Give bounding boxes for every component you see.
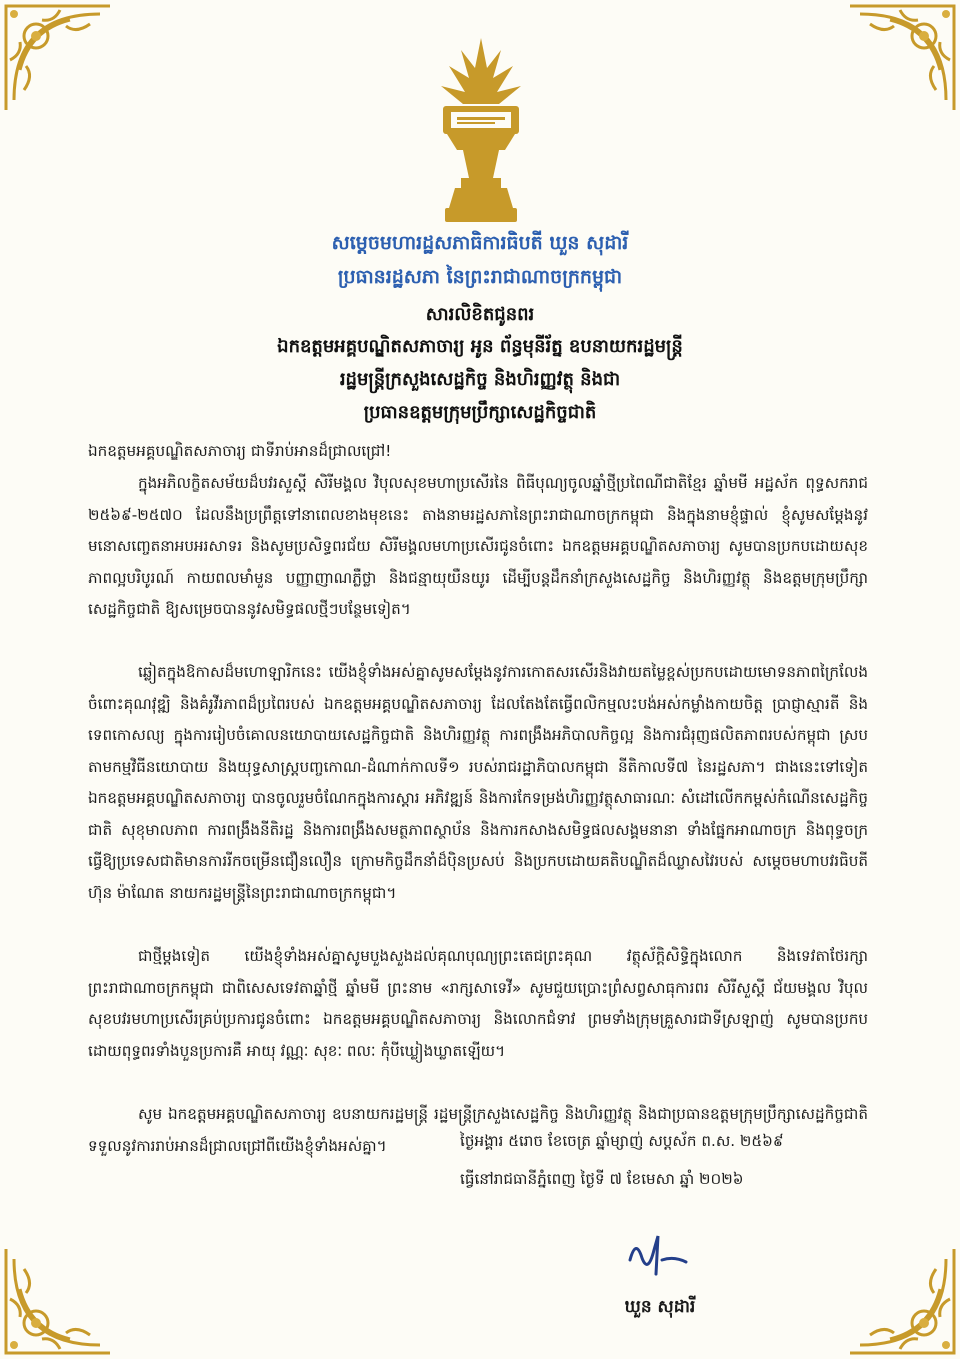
sender-name: សម្តេចមហារដ្ឋសភាធិការធិបតី ឃួន សុដារី (331, 232, 629, 254)
paragraph-4: សូម ឯកឧត្តមអគ្គបណ្ឌិតសភាចារ្យ ឧបនាយករដ្ឋមន្ត្រី រដ្ឋមន្ត្រីក្រសួងសេដ្ឋកិច្ច និងហិរញ្ញវត្ថុ និងជាប្រធានឧត្តមក្រុមប្រឹក្សាសេដ្ឋកិច្ចជាតិ ទទួលនូវការរាប់អានដ៏ជ្រាលជ្រៅពីយើងខ្ញុំទាំងអស់គ្នា។ (88, 1105, 868, 1155)
corner-ornament-top-right (840, 0, 960, 120)
recipient-line-3: ប្រធានឧត្តមក្រុមប្រឹក្សាសេដ្ឋកិច្ចជាតិ (363, 402, 597, 423)
salutation: ឯកឧត្តមអគ្គបណ្ឌិតសភាចារ្យ ជាទីរាប់អានដ៏ជ្រាលជ្រៅ! (88, 442, 392, 460)
paragraph-2: ឆ្លៀតក្នុងឱកាសដ៏មហោឡារិកនេះ យើងខ្ញុំទាំងអស់គ្នាសូមសម្តែងនូវការកោតសរសើរនិងវាយតម្លៃខ្ពស់ប្រកបដោយមោទនភាពក្រៃលែងចំពោះគុណវុឌ្ឍិ និងគំរូវីរភាពដ៏ប្រពៃរបស់ ឯកឧត្តមអគ្គបណ្ឌិតសភាចារ្យ ដែលតែងតែធ្វើពលិកម្មលះបង់អស់កម្លាំងកាយចិត្ត ប្រាជ្ញាស្មារតី និងទេពកោសល្យ ក្នុងការរៀបចំគោលនយោបាយសេដ្ឋកិច្ចជាតិ និងហិរញ្ញវត្ថុ ការពង្រឹងអភិបាលកិច្ចល្អ និងការជំរុញផលិតភាពរបស់កម្ពុជា ស្របតាមកម្មវិធីនយោបាយ និងយុទ្ធសាស្ត្របញ្ចកោណ-ដំណាក់កាលទី១ របស់រាជរដ្ឋាភិបាលកម្ពុជា នីតិកាលទី៧ នៃរដ្ឋសភា។ ជាងនេះទៅទៀត ឯកឧត្តមអគ្គបណ្ឌិតសភាចារ្យ បានចូលរួមចំណែកក្នុងការស្តារ អភិវឌ្ឍន៍ និងការកែទម្រង់ហិរញ្ញវត្ថុសាធារណៈ សំដៅលើកកម្ពស់កំណើនសេដ្ឋកិច្ចជាតិ សុខុមាលភាព ការពង្រឹងនីតិរដ្ឋ និងការពង្រឹងសមត្ថភាពស្ថាប័ន និងការកសាងសមិទ្ធផលសង្គមនានា ទាំងផ្នែកអាណាចក្រ និងពុទ្ធចក្រ ធ្វើឱ្យប្រទេសជាតិមានការរីកចម្រើនជឿនលឿន ក្រោមកិច្ចដឹកនាំដ៏ប៉ិនប្រសប់ និងប្រកបដោយគតិបណ្ឌិតដ៏ឈ្លាសវៃរបស់ សម្តេចមហាបវរធិបតី ហ៊ុន ម៉ាណែត នាយករដ្ឋមន្ត្រីនៃព្រះរាជាណាចក្រកម្ពុជា។ (88, 663, 868, 902)
corner-ornament-bottom-left (0, 1239, 120, 1359)
corner-ornament-top-left (0, 0, 120, 120)
signer-name: ឃួន សុដារី (624, 1297, 696, 1317)
recipient-line-2: រដ្ឋមន្ត្រីក្រសួងសេដ្ឋកិច្ច និងហិរញ្ញវត្ថុ និងជា (339, 369, 621, 390)
solar-date: ធ្វើនៅរាជធានីភ្នំពេញ ថ្ងៃទី ៧ ខែមេសា ឆ្នាំ ២០២៦ (460, 1170, 744, 1188)
sender-title: ប្រធានរដ្ឋសភា នៃព្រះរាជាណាចក្រកម្ពុជា (337, 266, 623, 288)
parliament-emblem-icon (433, 38, 529, 228)
paragraph-1: ក្នុងអភិលក្ខិតសម័យដ៏បវរសួស្តី សិរីមង្គល វិបុលសុខមហាប្រសើរនៃ ពិធីបុណ្យចូលឆ្នាំថ្មីប្រពៃណីជាតិខ្មែរ ឆ្នាំមមី អដ្ឋស័ក ពុទ្ធសករាជ ២៥៦៩-២៥៧០ ដែលនឹងប្រព្រឹត្តទៅនាពេលខាងមុខនេះ តាងនាមរដ្ឋសភានៃព្រះរាជាណាចក្រកម្ពុជា និងក្នុងនាមខ្ញុំផ្ទាល់ ខ្ញុំសូមសម្តែងនូវមនោសញ្ចេតនាអបអរសាទរ និងសូមប្រសិទ្ធពរជ័យ សិរីមង្គលមហាប្រសើរជូនចំពោះ ឯកឧត្តមអគ្គបណ្ឌិតសភាចារ្យ សូមបានប្រកបដោយសុខភាពល្អបរិបូរណ៍ កាយពលមាំមួន បញ្ញាញាណភ្លឺថ្លា និងជន្មាយុយឺនយូរ ដើម្បីបន្តដឹកនាំក្រសួងសេដ្ឋកិច្ច និងហិរញ្ញវត្ថុ និងឧត្តមក្រុមប្រឹក្សាសេដ្ឋកិច្ចជាតិ ឱ្យសម្រេចបាននូវសមិទ្ធផលថ្មីៗបន្ថែមទៀត។ (88, 474, 868, 618)
letter-title: សារលិខិតជូនពរ (425, 304, 535, 325)
recipient-line-1: ឯកឧត្តមអគ្គបណ្ឌិតសភាចារ្យ អូន ព័ន្ធមុនីរ័ត្ន ឧបនាយករដ្ឋមន្ត្រី (277, 336, 683, 357)
corner-ornament-bottom-right (840, 1239, 960, 1359)
paragraph-3: ជាថ្មីម្តងទៀត យើងខ្ញុំទាំងអស់គ្នាសូមបួងសួងដល់គុណបុណ្យព្រះតេជព្រះគុណ វត្ថុស័ក្តិសិទ្ធិក្នុងលោក និងទេវតាថែរក្សាព្រះរាជាណាចក្រកម្ពុជា ជាពិសេសទេវតាឆ្នាំថ្មី ឆ្នាំមមី ព្រះនាម «រាក្សសាទេវី» សូមជួយប្រោះព្រំសព្វសាធុការពរ សិរីសួស្តី ជ័យមង្គល វិបុលសុខបវរមហាប្រសើរគ្រប់ប្រការជូនចំពោះ ឯកឧត្តមអគ្គបណ្ឌិតសភាចារ្យ និងលោកជំទាវ ព្រមទាំងក្រុមគ្រួសារជាទីស្រឡាញ់ សូមបានប្រកបដោយពុទ្ធពរទាំងបួនប្រការគឺ អាយុ វណ្ណៈ សុខៈ ពលៈ កុំបីឃ្លៀងឃ្លាតឡើយ។ (88, 947, 868, 1060)
lunar-date: ថ្ងៃអង្គារ ៥រោច ខែចេត្រ ឆ្នាំម្សាញ់ សប្តស័ក ព.ស. ២៥៦៩ (460, 1132, 784, 1150)
handwritten-signature (622, 1230, 692, 1280)
